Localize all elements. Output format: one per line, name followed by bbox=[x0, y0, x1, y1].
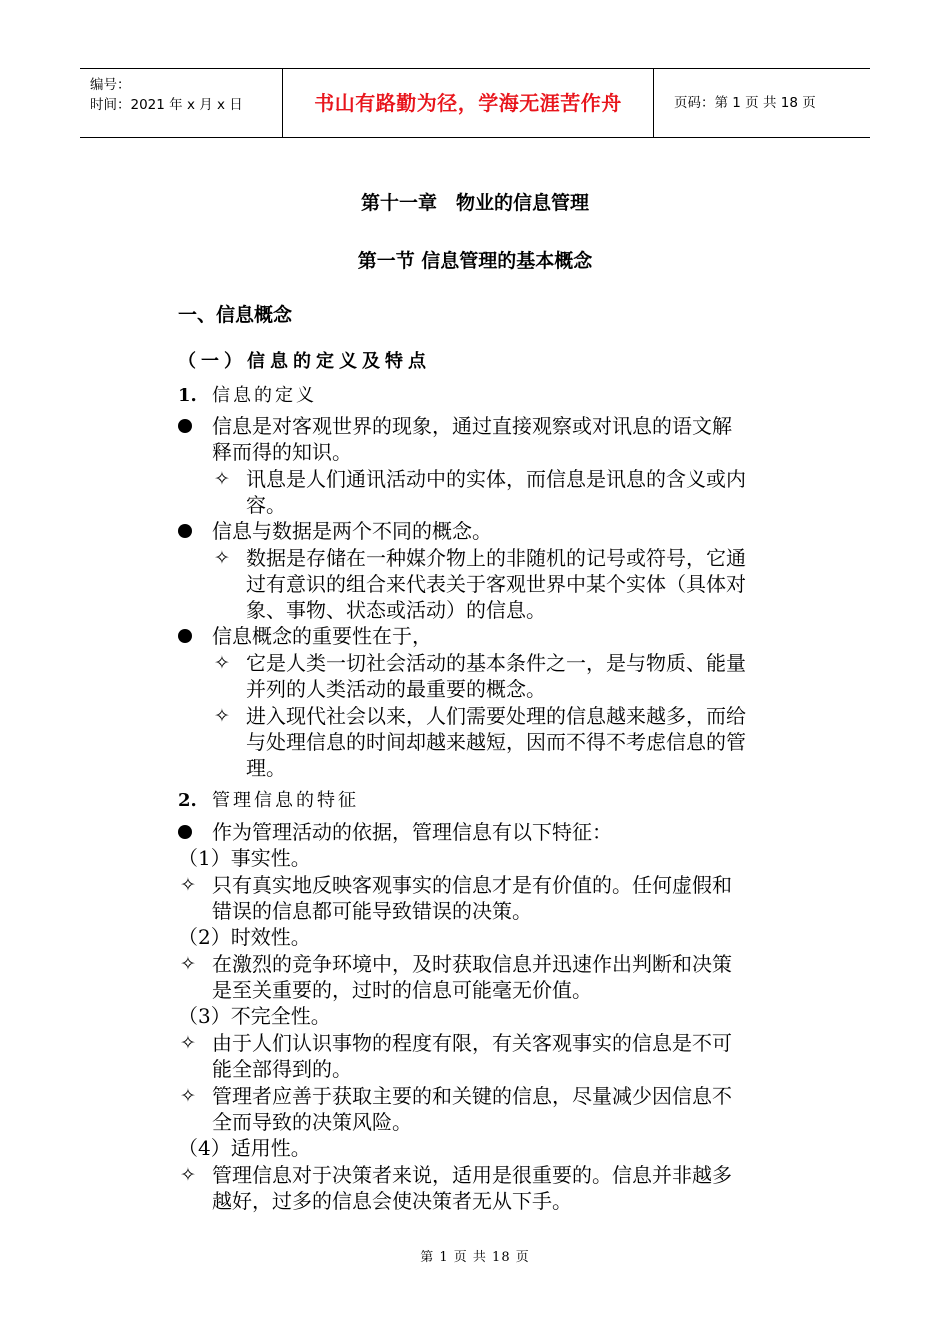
body-line: 信息与数据是两个不同的概念。 bbox=[212, 519, 492, 543]
item-heading-text: 管理信息的特征 bbox=[212, 790, 359, 811]
body-line: 释而得的知识。 bbox=[212, 440, 352, 464]
body-line: 并列的人类活动的最重要的概念。 bbox=[246, 677, 546, 701]
body-line: 错误的信息都可能导致错误的决策。 bbox=[212, 899, 532, 923]
item-heading-2 bbox=[178, 786, 359, 812]
item-number: 1. bbox=[178, 385, 197, 406]
feature-label-1: （1）事实性。 bbox=[178, 846, 311, 870]
bullet-dot bbox=[178, 524, 192, 538]
feature-label-2: （2）时效性。 bbox=[178, 925, 311, 949]
chapter-title: 第十一章 物业的信息管理 bbox=[360, 192, 589, 214]
subheading-definition: （一）信息的定义及特点 bbox=[178, 351, 431, 372]
diamond-bullet-icon: ✧ bbox=[180, 1032, 196, 1054]
body-line: 信息概念的重要性在于， bbox=[212, 624, 432, 648]
body-line: 管理者应善于获取主要的和关键的信息，尽量减少因信息不 bbox=[212, 1084, 732, 1108]
header-page-text: 页码：第 1 页 共 18 页 bbox=[674, 95, 816, 111]
feature-label-4: （4）适用性。 bbox=[178, 1136, 311, 1160]
body-line: 进入现代社会以来，人们需要处理的信息越来越多，而给 bbox=[246, 704, 746, 728]
body-line: 作为管理活动的依据，管理信息有以下特征： bbox=[212, 820, 612, 844]
body-line: 理。 bbox=[246, 756, 286, 780]
diamond-bullet-icon: ✧ bbox=[180, 1164, 196, 1186]
page-footer: 第 1 页 共 18 页 bbox=[420, 1250, 530, 1265]
header-page-number bbox=[664, 69, 870, 137]
header-meta-cell bbox=[80, 69, 283, 137]
body-line: 在激烈的竞争环境中，及时获取信息并迅速作出判断和决策 bbox=[212, 952, 732, 976]
body-line: 是至关重要的，过时的信息可能毫无价值。 bbox=[212, 978, 592, 1002]
document-header bbox=[80, 68, 870, 138]
feature-label-3: （3）不完全性。 bbox=[178, 1004, 331, 1028]
section-title: 第一节 信息管理的基本概念 bbox=[357, 250, 593, 272]
item-heading-text: 信息的定义 bbox=[212, 385, 317, 406]
document-date-label: 时间：2021 年 x 月 x 日 bbox=[90, 97, 243, 113]
heading-information-concept: 一、信息概念 bbox=[178, 304, 293, 326]
item-heading-1 bbox=[178, 381, 317, 407]
diamond-bullet-icon: ✧ bbox=[180, 874, 196, 896]
body-line: 只有真实地反映客观事实的信息才是有价值的。任何虚假和 bbox=[212, 873, 732, 897]
diamond-bullet-icon: ✧ bbox=[214, 705, 230, 727]
body-line: 数据是存储在一种媒介物上的非随机的记号或符号，它通 bbox=[246, 546, 746, 570]
body-line: 讯息是人们通讯活动中的实体，而信息是讯息的含义或内 bbox=[246, 467, 746, 491]
body-line: 信息是对客观世界的现象，通过直接观察或对讯息的语文解 bbox=[212, 414, 732, 438]
diamond-bullet-icon: ✧ bbox=[214, 547, 230, 569]
body-line: 过有意识的组合来代表关于客观世界中某个实体（具体对 bbox=[246, 572, 746, 596]
bullet-dot bbox=[178, 825, 192, 839]
diamond-bullet-icon: ✧ bbox=[180, 953, 196, 975]
bullet-dot bbox=[178, 419, 192, 433]
diamond-bullet-icon: ✧ bbox=[180, 1085, 196, 1107]
body-line: 越好，过多的信息会使决策者无从下手。 bbox=[212, 1189, 572, 1213]
body-line: 容。 bbox=[246, 493, 286, 517]
diamond-bullet-icon: ✧ bbox=[214, 468, 230, 490]
diamond-bullet-icon: ✧ bbox=[214, 652, 230, 674]
body-line: 能全部得到的。 bbox=[212, 1057, 352, 1081]
body-line: 它是人类一切社会活动的基本条件之一，是与物质、能量 bbox=[246, 651, 746, 675]
item-number: 2. bbox=[178, 790, 197, 811]
body-line: 由于人们认识事物的程度有限，有关客观事实的信息是不可 bbox=[212, 1031, 732, 1055]
header-motto: 书山有路勤为径，学海无涯苦作舟 bbox=[283, 69, 654, 137]
body-line: 全而导致的决策风险。 bbox=[212, 1110, 412, 1134]
body-line: 象、事物、状态或活动）的信息。 bbox=[246, 598, 546, 622]
body-line: 管理信息对于决策者来说，适用是很重要的。信息并非越多 bbox=[212, 1163, 732, 1187]
body-line: 与处理信息的时间却越来越短，因而不得不考虑信息的管 bbox=[246, 730, 746, 754]
document-number-label: 编号： bbox=[90, 77, 131, 93]
bullet-dot bbox=[178, 629, 192, 643]
